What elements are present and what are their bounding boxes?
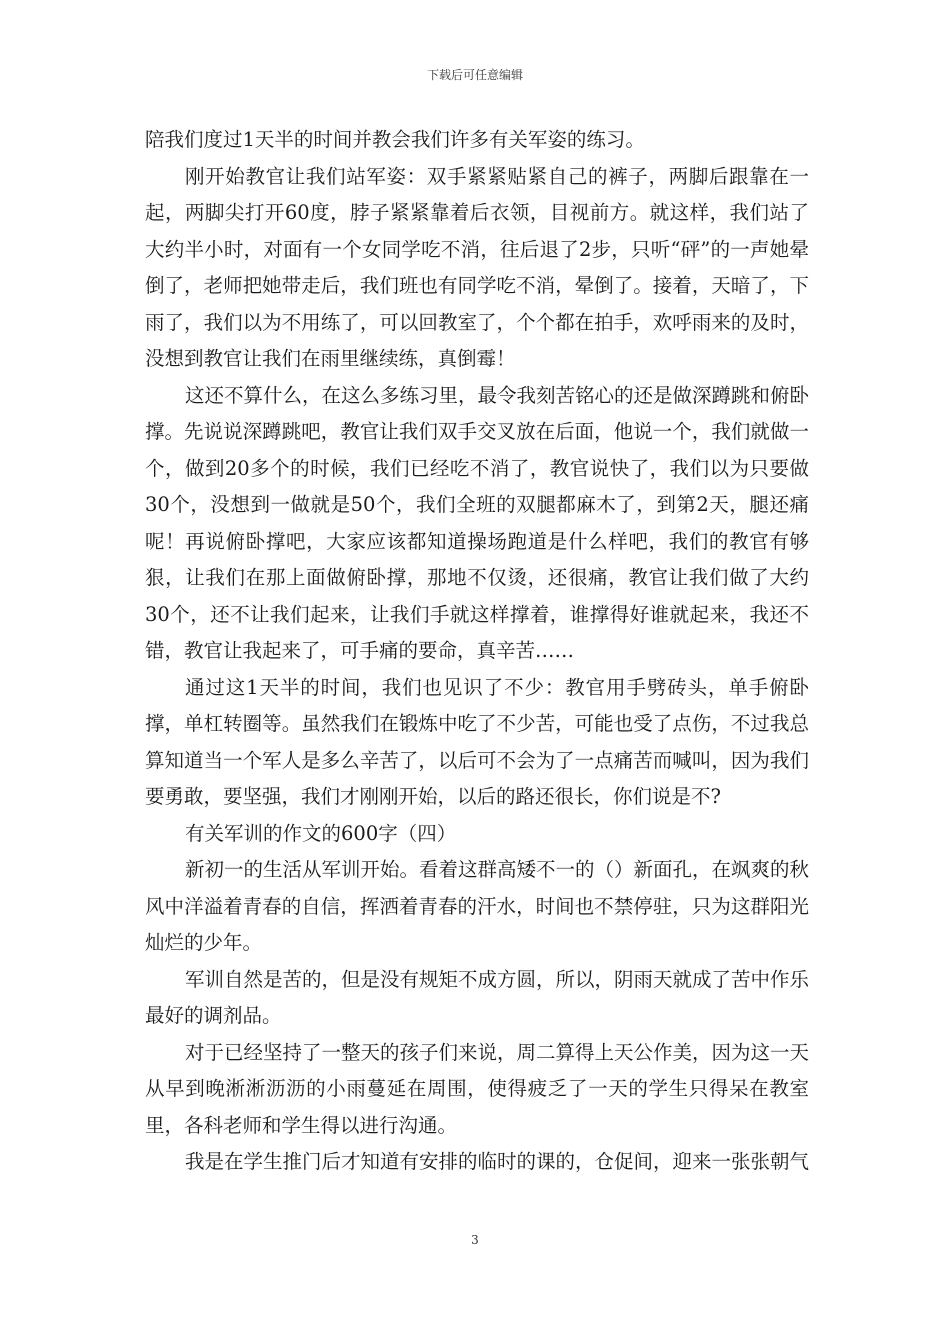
paragraph: 刚开始教官让我们站军姿：双手紧紧贴紧自己的裤子，两脚后跟靠在一起，两脚尖打开60度，脖子紧紧靠着后衣领，目视前方。就这样，我们站了大约半小时，对面有一个女同学吃不消，往后退了2步，只听“砰”的一声她晕倒了，老师把她带走后，我们班也有同学吃不消，晕倒了。接着，天暗了，下雨了，我们以为不用练了，可以回教室了，个个都在拍手，欢呼雨来的及时，没想到教官让我们在雨里继续练，真倒霉！ bbox=[145, 164, 809, 370]
paragraph: 陪我们度过1天半的时间并教会我们许多有关军姿的练习。 bbox=[145, 128, 645, 151]
page-number: 3 bbox=[471, 1233, 479, 1247]
paragraph: 对于已经坚持了一整天的孩子们来说，周二算得上天公作美，因为这一天从早到晚淅淅沥沥的小雨蔓延在周围，使得疲乏了一天的学生只得呆在教室里，各科老师和学生得以进行沟通。 bbox=[145, 1040, 810, 1137]
paragraph: 新初一的生活从军训开始。看着这群高矮不一的（）新面孔，在飒爽的秋风中洋溢着青春的自信，挥洒着青春的汗水，时间也不禁停驻，只为这群阳光灿烂的少年。 bbox=[145, 858, 810, 954]
paragraph: 军训自然是苦的，但是没有规矩不成方圆，所以，阴雨天就成了苦中作乐最好的调剂品。 bbox=[145, 967, 810, 1027]
section-heading: 有关军训的作文的600字（四） bbox=[185, 821, 457, 845]
paragraph: 通过这1天半的时间，我们也见识了不少：教官用手劈砖头，单手俯卧撑，单杠转圈等。虽然我们在锻炼中吃了不少苦，可能也受了点伤，不过我总算知道当一个军人是多么辛苦了，以后可不会为了一点痛苦而喊叫，因为我们要勇敢，要坚强，我们才刚刚开始，以后的路还很长，你们说是不? bbox=[145, 675, 809, 808]
document-body bbox=[145, 122, 809, 1181]
paragraph: 这还不算什么，在这么多练习里，最令我刻苦铭心的还是做深蹲跳和俯卧撑。先说说深蹲跳吧，教官让我们双手交叉放在后面，他说一个，我们就做一个，做到20多个的时候，我们已经吃不消了，教官说快了，我们以为只要做30个，没想到一做就是50个，我们全班的双腿都麻木了，到第2天，腿还痛呢！再说俯卧撑吧，大家应该都知道操场跑道是什么样吧，我们的教官有够狠，让我们在那上面做俯卧撑，那地不仅烫，还很痛，教官让我们做了大约30个，还不让我们起来，让我们手就这样撑着，谁撑得好谁就起来，我还不错，教官让我起来了，可手痛的要命，真辛苦…… bbox=[145, 383, 810, 662]
paragraph: 我是在学生推门后才知道有安排的临时的课的，仓促间，迎来一张张朝气 bbox=[185, 1150, 810, 1173]
page-header: 下载后可任意编辑 bbox=[426, 68, 523, 82]
